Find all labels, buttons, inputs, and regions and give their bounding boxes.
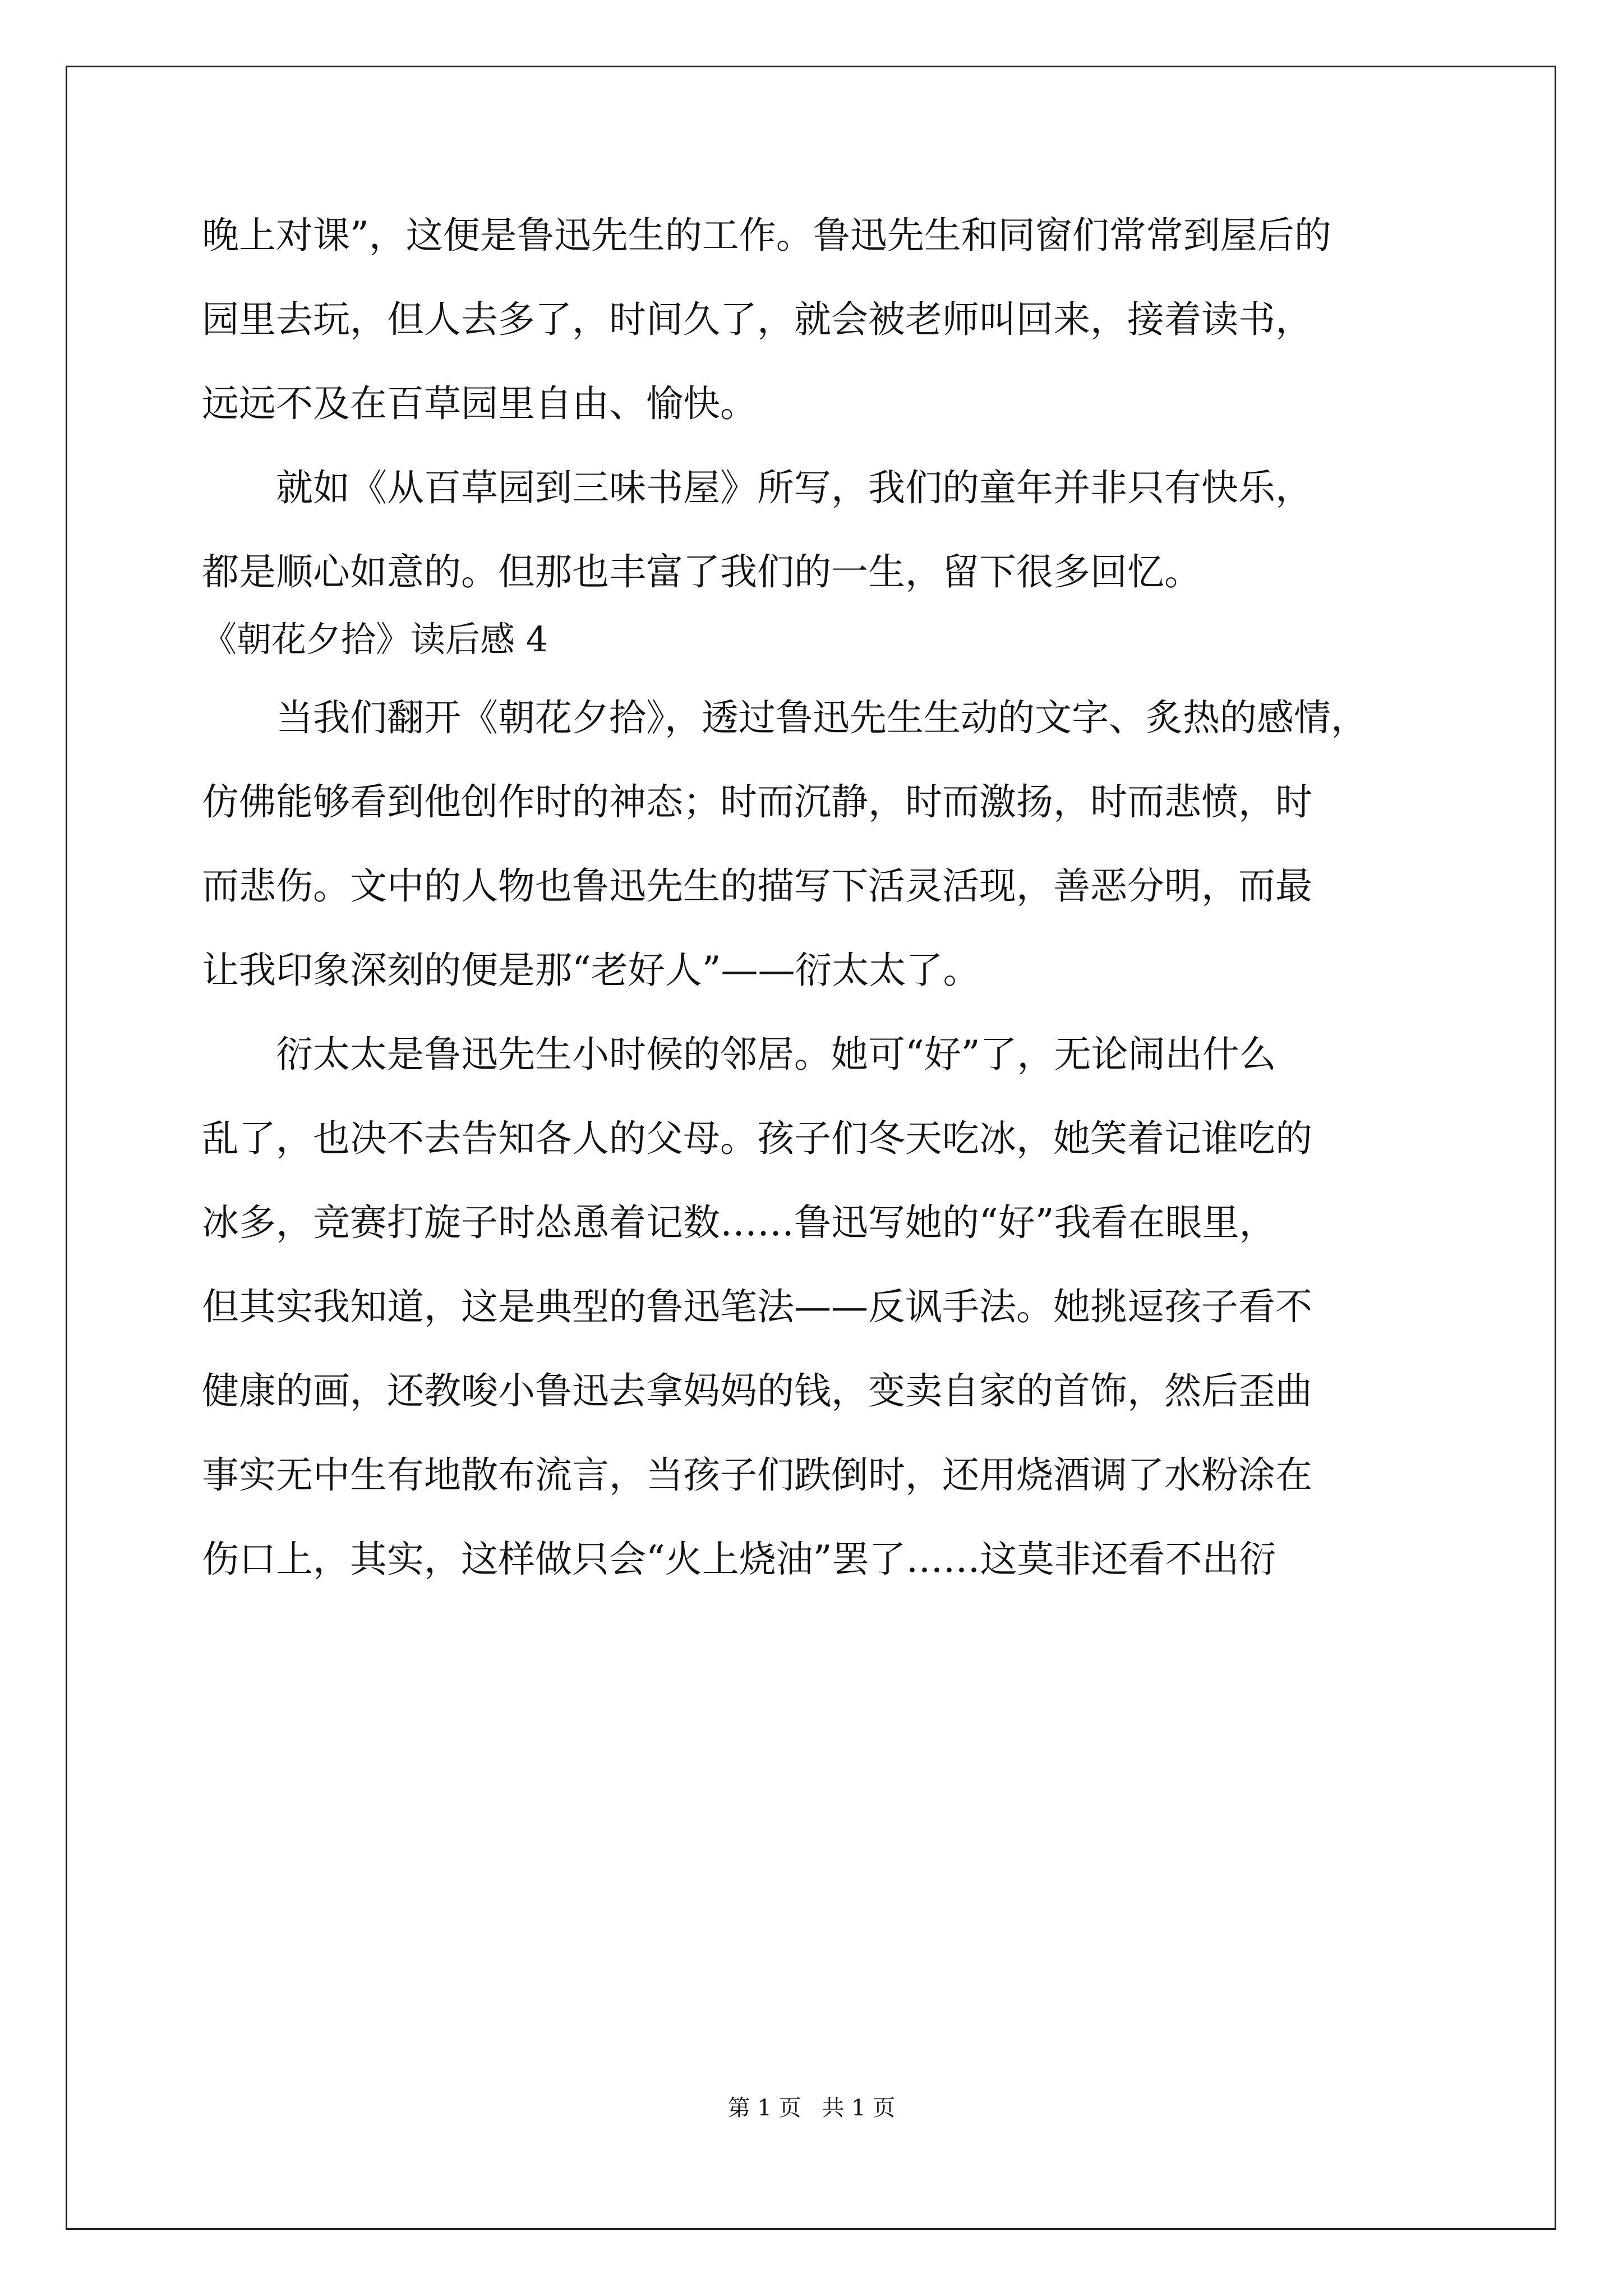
paragraph-4-line-2: 乱了，也决不去告知各人的父母。孩子们冬天吃冰，她笑着记谁吃的 xyxy=(202,1117,1312,1160)
paragraph-2-line-2: 都是顺心如意的。但那也丰富了我们的一生，留下很多回忆。 xyxy=(202,550,1201,593)
paragraph-4-line-7: 伤口上，其实，这样做只会“火上烧油”罢了……这莫非还看不出衍 xyxy=(202,1538,1276,1581)
page-number: 第 1 页 xyxy=(727,2095,801,2121)
paragraph-4-line-6: 事实无中生有地散布流言，当孩子们跌倒时，还用烧酒调了水粉涂在 xyxy=(202,1453,1312,1497)
paragraph-4-line-3: 冰多，竞赛打旋子时怂恿着记数……鲁迅写她的“好”我看在眼里， xyxy=(202,1201,1276,1244)
paragraph-3-line-2: 仿佛能够看到他创作时的神态；时而沉静，时而激扬，时而悲愤，时 xyxy=(202,780,1312,823)
section-heading: 《朝花夕拾》读后感 4 xyxy=(202,619,548,660)
paragraph-1-line-1: 晚上对课”，这便是鲁迅先生的工作。鲁迅先生和同窗们常常到屋后的 xyxy=(202,214,1331,257)
paragraph-4-line-4: 但其实我知道，这是典型的鲁迅笔法——反讽手法。她挑逗孩子看不 xyxy=(202,1285,1312,1328)
paragraph-2-line-1: 就如《从百草园到三味书屋》所写，我们的童年并非只有快乐， xyxy=(276,466,1312,509)
paragraph-3-line-1: 当我们翻开《朝花夕拾》，透过鲁迅先生生动的文字、炙热的感情， xyxy=(276,696,1368,739)
paragraph-3-line-3: 而悲伤。文中的人物也鲁迅先生的描写下活灵活现，善恶分明，而最 xyxy=(202,864,1312,908)
paragraph-1-line-3: 远远不及在百草园里自由、愉快。 xyxy=(202,382,757,425)
paragraph-4-line-5: 健康的画，还教唆小鲁迅去拿妈妈的钱，变卖自家的首饰，然后歪曲 xyxy=(202,1369,1312,1412)
page-footer xyxy=(0,2091,1623,2125)
page-total: 共 1 页 xyxy=(822,2095,896,2121)
paragraph-3-line-4: 让我印象深刻的便是那“老好人”——衍太太了。 xyxy=(202,949,980,992)
paragraph-1-line-2: 园里去玩，但人去多了，时间久了，就会被老师叫回来，接着读书， xyxy=(202,298,1312,341)
paragraph-4-line-1: 衍太太是鲁迅先生小时候的邻居。她可“好”了，无论闹出什么 xyxy=(276,1033,1276,1076)
